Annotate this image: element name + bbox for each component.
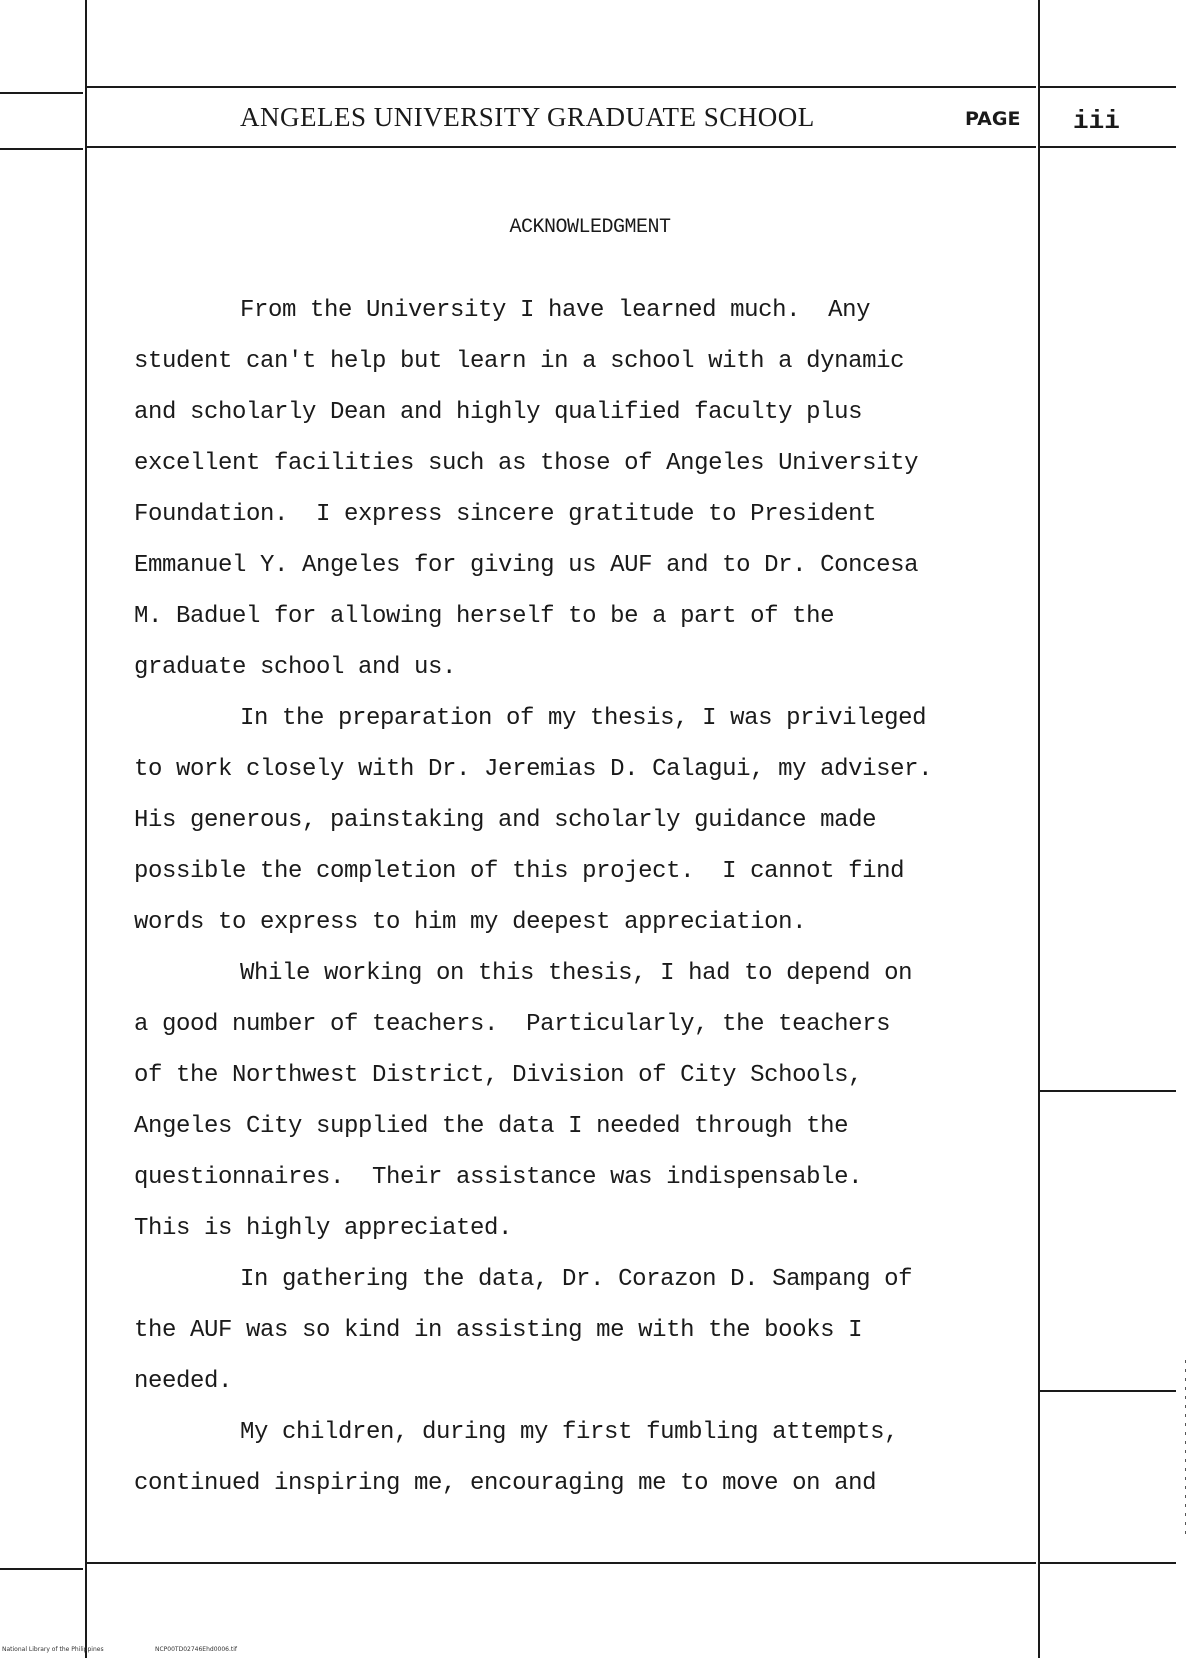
header-top-rule-right bbox=[1040, 86, 1176, 88]
right-side-rule-1 bbox=[1040, 1090, 1176, 1092]
right-side-rule-2 bbox=[1040, 1390, 1176, 1392]
body-line: In gathering the data, Dr. Corazon D. Sampang of bbox=[240, 1266, 913, 1293]
footer-file-id: NCP00TD02746Ehd0006.tif bbox=[155, 1646, 238, 1653]
body-line: In the preparation of my thesis, I was privileged bbox=[240, 705, 927, 732]
body-line: M. Baduel for allowing herself to be a part of the bbox=[134, 603, 835, 630]
body-line: Angeles City supplied the data I needed through the bbox=[134, 1113, 849, 1140]
body-line: excellent facilities such as those of Angeles University bbox=[134, 450, 919, 477]
body-text bbox=[134, 285, 1034, 1509]
edge-perforation-marks bbox=[1185, 1360, 1186, 1540]
body-line: questionnaires. Their assistance was indispensable. bbox=[134, 1164, 863, 1191]
section-heading: ACKNOWLEDGMENT bbox=[509, 216, 671, 239]
body-line: continued inspiring me, encouraging me to move on and bbox=[134, 1470, 877, 1497]
body-line: graduate school and us. bbox=[134, 654, 457, 681]
body-line: the AUF was so kind in assisting me with the books I bbox=[134, 1317, 863, 1344]
header-top-rule bbox=[0, 92, 83, 94]
body-line: My children, during my first fumbling attempts, bbox=[240, 1419, 899, 1446]
body-line: to work closely with Dr. Jeremias D. Calagui, my adviser. bbox=[134, 756, 933, 783]
header-bottom-rule-right bbox=[1040, 146, 1176, 148]
header-page-number: iii bbox=[1073, 106, 1120, 136]
footer-rule-right bbox=[1040, 1562, 1176, 1564]
footer-rule-left bbox=[0, 1568, 83, 1570]
body-line: and scholarly Dean and highly qualified faculty plus bbox=[134, 399, 863, 426]
left-margin-rule bbox=[85, 0, 87, 1658]
header-bottom-rule-main bbox=[87, 146, 1036, 148]
body-line: Emmanuel Y. Angeles for giving us AUF and to Dr. Concesa bbox=[134, 552, 919, 579]
body-line: From the University I have learned much. Any bbox=[240, 297, 871, 324]
right-margin-rule bbox=[1038, 0, 1040, 1658]
footer-rule-main bbox=[87, 1562, 1036, 1564]
header-page-label: PAGE bbox=[965, 108, 1021, 130]
header-top-rule-main bbox=[87, 86, 1036, 88]
body-line: words to express to him my deepest appreciation. bbox=[134, 909, 807, 936]
footer-source: National Library of the Philippines bbox=[2, 1646, 104, 1653]
header-title: ANGELES UNIVERSITY GRADUATE SCHOOL bbox=[240, 102, 815, 132]
header-bottom-rule-left bbox=[0, 148, 83, 150]
body-line: a good number of teachers. Particularly, the teachers bbox=[134, 1011, 891, 1038]
body-line: student can't help but learn in a school with a dynamic bbox=[134, 348, 905, 375]
body-line: possible the completion of this project. I cannot find bbox=[134, 858, 905, 885]
body-line: While working on this thesis, I had to depend on bbox=[240, 960, 913, 987]
body-line: needed. bbox=[134, 1368, 233, 1395]
body-line: of the Northwest District, Division of City Schools, bbox=[134, 1062, 863, 1089]
body-line: Foundation. I express sincere gratitude to President bbox=[134, 501, 877, 528]
body-line: His generous, painstaking and scholarly guidance made bbox=[134, 807, 877, 834]
body-line: This is highly appreciated. bbox=[134, 1215, 513, 1242]
